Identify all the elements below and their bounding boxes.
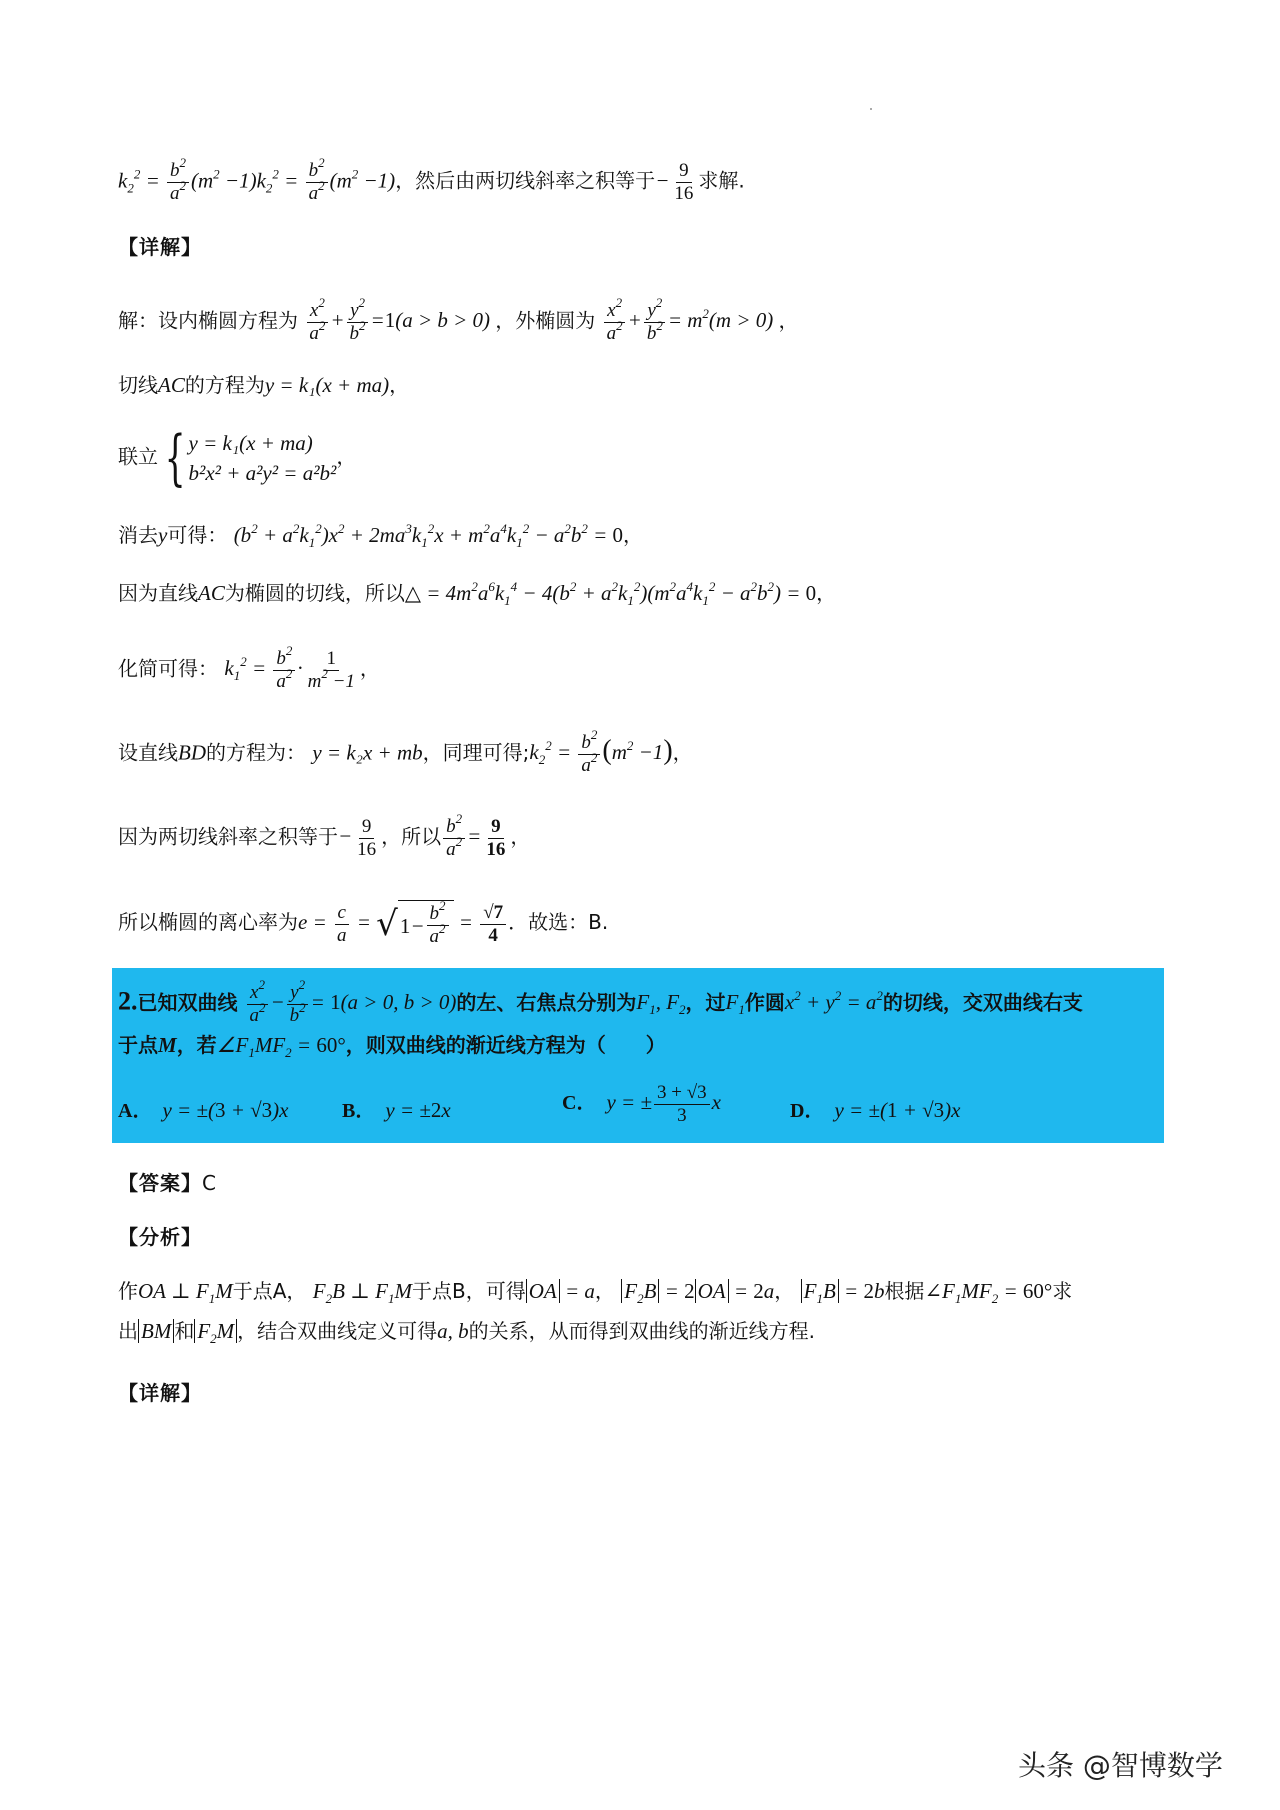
variables-ab: a, b	[437, 1319, 469, 1343]
text-segment: 的关系，从而得到双曲线的渐近线方程.	[468, 1319, 816, 1343]
text-segment: ，同理可得;	[422, 740, 530, 765]
simplify-line: 化简可得： $k_1^2$ = $\frac{b^2}{a^2}$ · $\frac{1}{m^2 -1}$ ，	[118, 643, 380, 692]
text-segment: ，则双曲线的渐近线方程为（ ）	[345, 1033, 666, 1057]
hyperbola-condition: (a > 0, b > 0)	[340, 990, 457, 1015]
option-b[interactable]: B． y = ±2x	[342, 1098, 451, 1122]
question-2-line-1: 2.已知双曲线 $\frac{x^2}{a^2}$ − $\frac{y^2}{b^2}$ = 1(a > 0, b > 0)的左、右焦点分别为$F_1$, $F_2$，过$F_1$作圆$x^2 + y^2 = a^2$的切线，交双曲线右支	[118, 977, 1083, 1026]
option-d[interactable]: D． y = ±(1 + √3)x	[790, 1098, 961, 1122]
line-ac-label: AC	[198, 581, 225, 605]
system-line	[118, 423, 357, 493]
option-label: A．	[118, 1100, 153, 1122]
punct: ，	[672, 740, 693, 765]
eccentricity-line: 所以椭圆的离心率为e = $\frac{c}{a}$ = √ 1 − $\frac{b^2}{a^2}$ = $\frac{√7}{4}$ ．故选：B.	[118, 898, 609, 947]
outer-condition: (m > 0)	[708, 308, 774, 333]
punct: ，	[389, 373, 410, 397]
watermark: 头条 @智博数学	[1018, 1749, 1223, 1782]
line-bd-label: BD	[178, 740, 206, 765]
text-segment: 于点	[118, 1033, 158, 1057]
punct: ，	[816, 581, 837, 605]
text-segment: 的方程为	[184, 373, 265, 397]
text-segment: 切线	[118, 373, 158, 397]
text-segment: 的方程为：	[206, 740, 306, 765]
point-m: M	[158, 1033, 177, 1057]
text-segment: ，若	[176, 1033, 217, 1057]
text-segment: 的左、右焦点分别为	[456, 990, 637, 1015]
section-heading-detail-2: 【详解】	[118, 1381, 202, 1405]
punct: ，	[778, 308, 799, 333]
option-c[interactable]: C． y = ± $\frac{3 + √3}{3}$ x	[562, 1082, 721, 1126]
answer-line	[118, 1168, 216, 1198]
solution-mid: ，外椭圆为	[495, 308, 596, 333]
text-segment: 消去	[118, 523, 158, 547]
text-segment: 因为直线	[118, 581, 198, 605]
punct: ，	[359, 656, 380, 681]
intro-line: $k_2^2$ = $\frac{b^2}{a^2}$ $(m^2 -1)k_2^2$ = $\frac{b^2}{a^2}$ $(m^2 -1)$，然后由两切线斜率之积等于− $\frac{9}{16}$ 求解.	[118, 155, 745, 204]
answer-value: C	[202, 1171, 216, 1195]
text-segment: 于点A，	[232, 1279, 307, 1303]
tangent-ac-line	[118, 370, 409, 400]
text-segment: 为椭圆的切线，所以	[224, 581, 405, 605]
text-segment: 的切线，交双曲线右支	[882, 990, 1083, 1015]
bd-line: 设直线BD的方程为： y = k₂x + mb，同理可得$;k_2^2$ = $\frac{b^2}{a^2}$ $(m^2 -1)$，	[118, 727, 693, 776]
system-row: y = k₁(x + ma)	[188, 431, 313, 455]
variable: y	[158, 523, 168, 547]
text-segment: 求	[1052, 1279, 1073, 1303]
question-number: 2.	[118, 986, 138, 1016]
punct: ，	[510, 824, 531, 849]
text-segment: ，所以	[381, 824, 442, 849]
text-segment: 作	[118, 1279, 138, 1303]
text-segment: 已知双曲线	[137, 990, 238, 1015]
text-segment: 可得：	[167, 523, 228, 547]
text-segment: ，过	[685, 990, 726, 1015]
text-segment: 于点B，可得	[411, 1279, 526, 1303]
equation-system: { y = k₁(x + ma) b²x² + a²y² = a²b²	[164, 423, 337, 493]
text-segment: 因为两切线斜率之积等于	[118, 824, 338, 849]
text-segment: 联立	[118, 444, 158, 469]
tangent-equation: y = k₁(x + ma)	[264, 373, 390, 397]
analysis-line-2: 出 BM 和 $F_2M$ ，结合双曲线定义可得a, b的关系，从而得到双曲线的渐近线方程.	[118, 1319, 816, 1346]
product-line: 因为两切线斜率之积等于− $\frac{9}{16}$ ，所以 $\frac{b^2}{a^2}$ = $\frac{9}{16}$ ，	[118, 811, 531, 860]
text-segment: 和	[174, 1319, 195, 1343]
punct: ，	[594, 1279, 615, 1303]
solution-lead: 解：设内椭圆方程为	[118, 308, 298, 333]
eliminate-line: 消去y可得： $(b^2 + a^2k_1^2)x^2 + 2ma^3k_1^2x + m^2a^4k_1^2 - a^2b^2 = 0$，	[118, 521, 644, 550]
text-segment: 根据	[884, 1279, 925, 1303]
text-segment: 出	[118, 1319, 138, 1343]
text-segment: 化简可得：	[118, 656, 218, 681]
option-a[interactable]: A． y = ±(3 + √3)x	[118, 1098, 289, 1122]
punct: ，	[623, 523, 644, 547]
bd-equation: y = k₂x + mb	[312, 740, 423, 765]
punct: ，	[336, 444, 357, 469]
text-segment: 作圆	[744, 990, 785, 1015]
option-label: B．	[342, 1100, 376, 1122]
section-heading-analysis: 【分析】	[118, 1225, 202, 1249]
text-segment: 所以椭圆的离心率为	[118, 909, 298, 934]
intro-tail: 求解.	[698, 168, 745, 193]
line-ac-label: AC	[158, 373, 185, 397]
option-label: C．	[562, 1092, 597, 1115]
question-2-line-2: 于点M，若$\angle F_1MF_2 = 60^\circ$，则双曲线的渐近线方程为（ ）	[118, 1033, 666, 1060]
section-heading-detail: 【详解】	[118, 235, 202, 259]
option-label: D．	[790, 1100, 825, 1122]
text-segment: 设直线	[118, 740, 178, 765]
delta-line: 因为直线AC为椭圆的切线，所以△ = $4m^2a^6k_1^4 - 4(b^2 + a^2k_1^2)(m^2a^4k_1^2 - a^2b^2) = 0$，	[118, 579, 837, 608]
punct: ，	[774, 1279, 795, 1303]
analysis-line-1: 作OA ⊥ $F_1M$于点A， $F_2B$ ⊥ $F_1M$于点B，可得 OA = a， $F_2B = 2$ OA = 2a， $F_1B = 2b$根据$\angle F_1MF_2 = 60^\circ$求	[118, 1279, 1073, 1306]
system-row: b²x² + a²y² = a²b²	[188, 461, 337, 485]
intro-text: ，然后由两切线斜率之积等于	[395, 168, 656, 193]
text-segment: ．故选：B.	[508, 909, 609, 934]
inner-condition: (a > b > 0)	[395, 308, 491, 333]
solution-line-ellipses: 解：设内椭圆方程为 $\frac{x^2}{a^2}$ + $\frac{y^2}{b^2}$ =1(a > b > 0) ，外椭圆为 $\frac{x^2}{a^2}$ + $\frac{y^2}{b^2}$ = $m^2(m > 0)$ ，	[118, 295, 799, 344]
answer-label: 【答案】	[118, 1171, 202, 1195]
text-segment: ，结合双曲线定义可得	[237, 1319, 438, 1343]
scan-speck	[870, 108, 872, 110]
